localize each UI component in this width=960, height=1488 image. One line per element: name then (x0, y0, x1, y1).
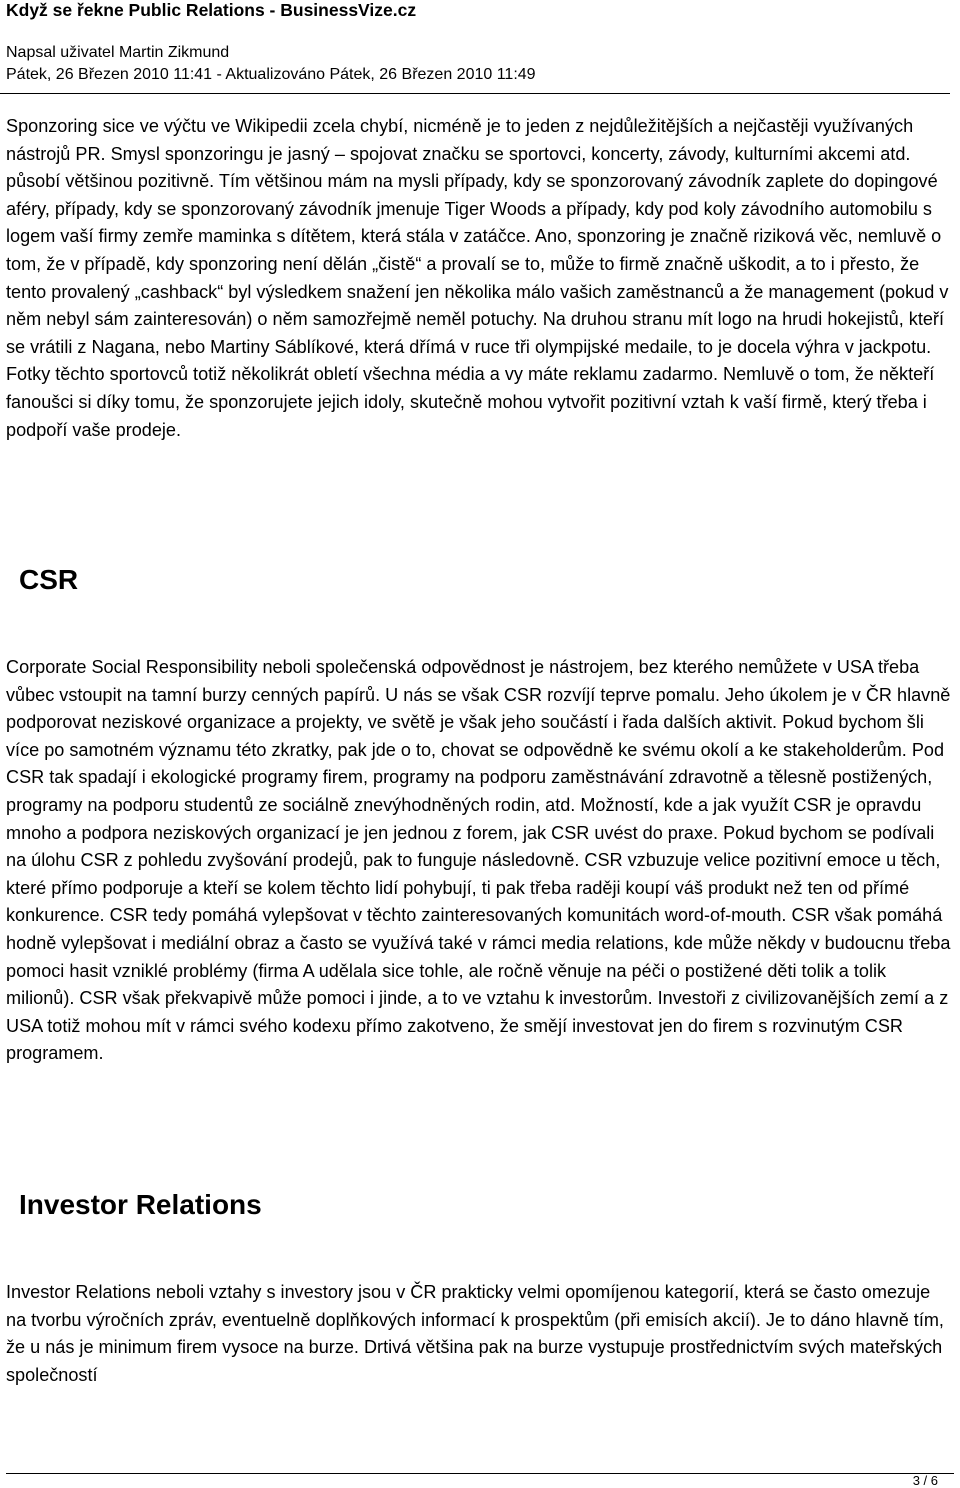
article-body-part-2 (6, 654, 954, 1068)
page-number: 3 / 6 (912, 1473, 938, 1488)
article-body-part-3 (6, 1279, 954, 1389)
investor-relations-paragraph: Investor Relations neboli vztahy s investory jsou v ČR prakticky velmi opomíjenou kategorií, která se často omezuje na tvorbu výročních zpráv, eventuelně doplňkových informací k prospektům (při emisích akcií). Je to dáno hlavně tím, že u nás je minimum firem vysoce na burze. Drtivá většina pak na burze vystupuje prostřednictvím svých mateřských společností (6, 1282, 944, 1385)
page-header (6, 0, 954, 86)
section-heading-csr: CSR (19, 564, 79, 595)
document-title: Když se řekne Public Relations - BusinessVize.cz (6, 0, 417, 20)
article-body-part-1 (6, 113, 954, 444)
sponsoring-paragraph: Sponzoring sice ve výčtu ve Wikipedii zcela chybí, nicméně je to jeden z nejdůležitějších a nejčastěji využívaných nástrojů PR. Smysl sponzoringu je jasný – spojovat značku se sportovci, koncerty, závody, kulturními akcemi atd. působí většinou pozitivně. Tím většinou mám na mysli případy, kdy se sponzorovaný závodník zaplete do dopingové aféry, případy, kdy se sponzorovaný závodník jmenuje Tiger Woods a případy, kdy pod koly závodního automobilu s logem vaší firmy zemře maminka s dítětem, která stála v zatáčce. Ano, sponzoring je značně riziková věc, nemluvě o tom, že v případě, kdy sponzoring není dělán „čistě“ a provalí se to, může to firmě značně uškodit, a to i přesto, že tento provalený „cashback“ byl výsledkem snažení jen několika málo vašich zaměstnanců a že management (pokud v něm nebyl sám zainteresován) o něm samozřejmě neměl potuchy. Na druhou stranu mít logo na hrudi hokejistů, kteří se vrátili z Nagana, nebo Martiny Sáblíkové, která dřímá v ruce tři olympijské medaile, to je docela výhra v jackpotu. Fotky těchto sportovců totiž několikrát obletí všechna média a vy máte reklamu zadarmo. Nemluvě o tom, že někteří fanoušci si díky tomu, že sponzorujete jejich idoly, skutečně mohou vytvořit pozitivní vztah k vaší firmě, který třeba i podpoří vaše prodeje. (6, 116, 949, 440)
author-line: Napsal uživatel Martin Zikmund (6, 44, 230, 61)
csr-paragraph: Corporate Social Responsibility neboli společenská odpovědnost je nástrojem, bez kterého nemůžete v USA třeba vůbec vstoupit na tamní burzy cenných papírů. U nás se však CSR rozvíjí teprve pomalu. Jeho úkolem je v ČR hlavně podporovat neziskové organizace a projekty, ve světě je však jeho součástí i řada dalších aktivit. Pokud bychom šli více po samotném významu této zkratky, pak jde o to, chovat se odpovědně ke svému okolí a ke stakeholderům. Pod CSR tak spadají i ekologické programy firem, programy na podporu zaměstnávání zdravotně a tělesně postižených, programy na podporu studentů ze sociálně znevýhodněných rodin, atd. Možností, kde a jak využít CSR je opravdu mnoho a podpora neziskových organizací je jen jednou z forem, jak CSR uvést do praxe. Pokud bychom se podívali na úlohu CSR z pohledu zvyšování prodejů, pak to funguje následovně. CSR vzbuzuje velice pozitivní emoce u těch, které přímo podporuje a kteří se kolem těchto lidí pohybují, ti pak třeba raději koupí váš produkt než ten od přímé konkurence. CSR tedy pomáhá vylepšovat v těchto zainteresovaných komunitách word-of-mouth. CSR však pomáhá hodně vylepšovat i mediální obraz a často se využívá také v rámci media relations, kde může někdy v budoucnu třeba pomoci hasit vzniklé problémy (firma A udělala sice tohle, ale ročně věnuje na péči o postižené děti tolik a tolik milionů). CSR však překvapivě může pomoci i jinde, a to ve vztahu k investorům. Investoři z civilizovanějších zemí a z USA totiž mohou mít v rámci svého kodexu přímo zakotveno, že smějí investovat jen do firem s rozvinutým CSR programem. (6, 657, 951, 1064)
section-heading-investor-relations: Investor Relations (19, 1189, 262, 1220)
footer-divider (6, 1473, 954, 1474)
date-line: Pátek, 26 Březen 2010 11:41 - Aktualizováno Pátek, 26 Březen 2010 11:49 (6, 66, 536, 83)
header-divider (0, 93, 950, 94)
